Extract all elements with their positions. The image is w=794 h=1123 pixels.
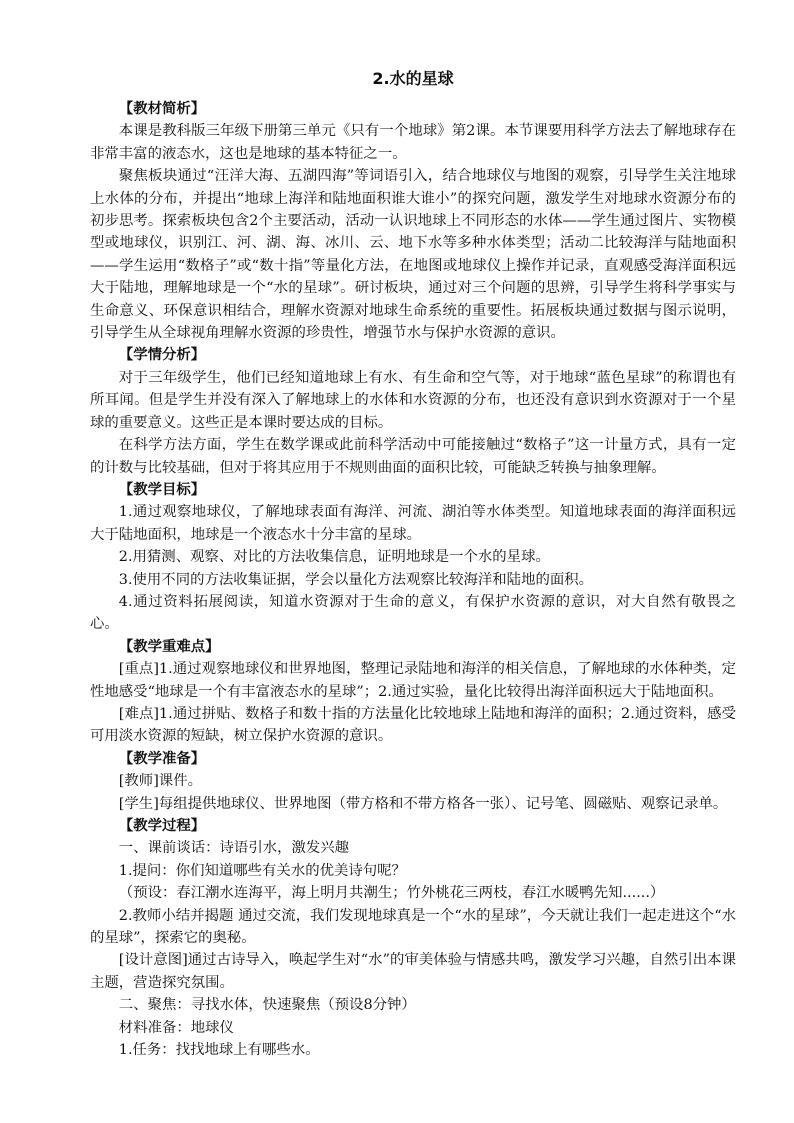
paragraph: 1.任务：找找地球上有哪些水。 (118, 1042, 320, 1059)
section-heading: 【教学重难点】 (118, 637, 220, 655)
paragraph: 1.通过观察地球仪，了解地球表面有海洋、河流、湖泊等水体类型。知道地球表面的海洋面积远大于陆地面积，地球是一个液态水十分丰富的星球。 (90, 504, 736, 543)
paragraph: [学生]每组提供地球仪、世界地图（带方格和不带方格各一张）、记号笔、圆磁贴、观察记录单。 (118, 795, 728, 812)
paragraph: [难点]1.通过拼贴、数格子和数十指的方法量化比较地球上陆地和海洋的面积；2.通过资料，感受可用淡水资源的短缺，树立保护水资源的意识。 (90, 705, 736, 745)
paragraph: 4.通过资料拓展阅读，知道水资源对于生命的意义，有保护水资源的意识，对大自然有敬畏之心。 (90, 593, 736, 633)
section-teaching-goals (90, 479, 736, 636)
section-heading: 【教学目标】 (118, 480, 206, 498)
paragraph: 二、聚焦：寻找水体，快速聚焦（预设8分钟） (118, 997, 416, 1014)
paragraph: 材料准备：地球仪 (118, 1019, 234, 1036)
section-heading: 【教学过程】 (118, 817, 206, 834)
section-heading: 【教学准备】 (118, 749, 206, 767)
paragraph: 聚焦板块通过“汪洋大海、五湖四海”等词语引入，结合地球仪与地图的观察，引导学生关注地球上水体的分布，并提出“地球上海洋和陆地面积谁大谁小”的探究问题，激发学生对地球水资源分布的初步思考。探索板块包含2个主要活动，活动一认识地球上不同形态的水体——学生通过图片、实物模型或地球仪，识别江、河、湖、海、冰川、云、地下水等多种水体类型；活动二比较海洋与陆地面积——学生运用“数格子”或“数十指”等量化方法，在地图或地球仪上操作并记录，直观感受海洋面积远大于陆地，理解地球是一个“水的星球”。研讨板块，通过对三个问题的思辨，引导学生将科学事实与生命意义、环保意识相结合，理解水资源对地球生命系统的重要性。拓展板块通过数据与图示说明，引导学生从全球视角理解水资源的珍贵性，增强节水与保护水资源的意识。 (90, 168, 736, 342)
section-learner-analysis (90, 344, 736, 478)
section-teaching-preparation (90, 748, 736, 815)
section-heading: 【学情分析】 (118, 346, 206, 364)
section-key-difficult-points (90, 636, 736, 748)
paragraph: 3.使用不同的方法收集证据，学会以量化方法观察比较海洋和陆地的面积。 (118, 571, 594, 588)
paragraph: 在科学方法方面，学生在数学课或此前科学活动中可能接触过“数格子”这一计量方式，具有一定的计数与比较基础，但对于将其应用于不规则曲面的面积比较，可能缺乏转换与抽象理解。 (90, 437, 736, 476)
paragraph: 1.提问：你们知道哪些有关水的优美诗句呢？ (118, 862, 406, 879)
paragraph: 2.教师小结并揭题 通过交流，我们发现地球真是一个“水的星球”，今天就让我们一起走进这个“水的星球”，探索它的奥秘。 (90, 907, 736, 947)
document-page (90, 68, 736, 1061)
paragraph: 本课是教科版三年级下册第三单元《只有一个地球》第2课。本节课要用科学方法去了解地球存在非常丰富的液态水，这也是地球的基本特征之一。 (90, 123, 736, 162)
paragraph: 2.用猜测、观察、对比的方法收集信息，证明地球是一个水的星球。 (118, 549, 550, 566)
paragraph: [设计意图]通过古诗导入，唤起学生对“水”的审美体验与情感共鸣，激发学习兴趣，自然引出本课主题，营造探究氛围。 (90, 952, 736, 991)
section-textbook-analysis (90, 98, 736, 344)
paragraph: （预设：春江潮水连海平，海上明月共潮生；竹外桃花三两枝，春江水暖鸭先知......） (118, 885, 665, 902)
paragraph: [教师]课件。 (118, 773, 202, 790)
document-title: 2.水的星球 (372, 69, 454, 88)
section-teaching-process (90, 815, 736, 1061)
paragraph: [重点]1.通过观察地球仪和世界地图，整理记录陆地和海洋的相关信息，了解地球的水体种类，定性地感受“地球是一个有丰富液态水的星球”；2.通过实验，量化比较得出海洋面积远大于陆地面积。 (90, 661, 736, 700)
paragraph: 对于三年级学生，他们已经知道地球上有水、有生命和空气等，对于地球“蓝色星球”的称谓也有所耳闻。但是学生并没有深入了解地球上的水体和水资源的分布，也还没有意识到水资源对于一个星球的重要意义。这些正是本课时要达成的目标。 (90, 369, 736, 431)
section-heading: 【教材简析】 (118, 100, 206, 117)
paragraph: 一、课前谈话：诗语引水，激发兴趣 (118, 840, 350, 857)
